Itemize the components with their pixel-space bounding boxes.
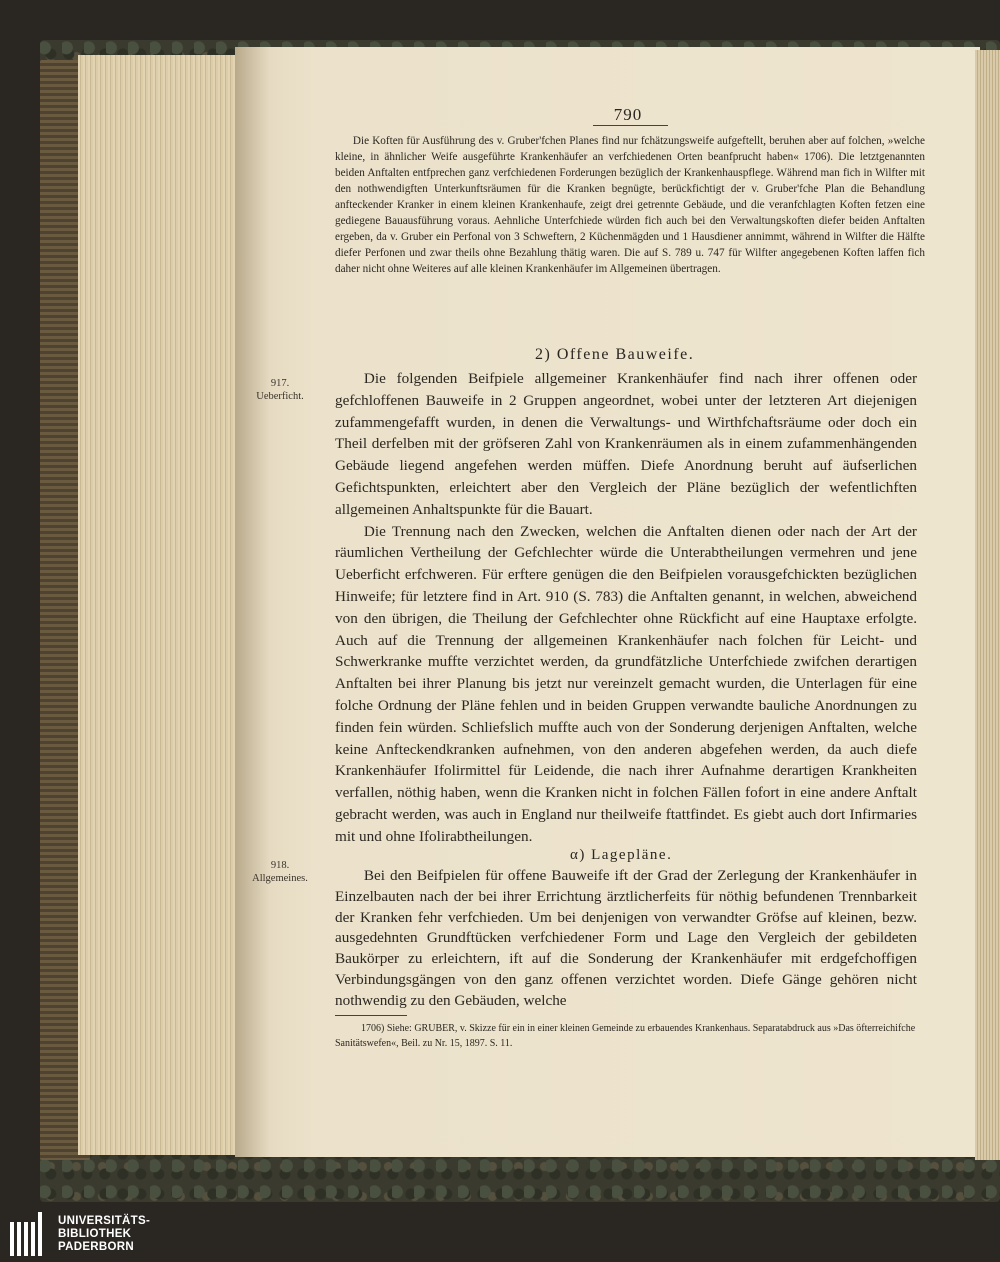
logo-line-3: PADERBORN [58, 1240, 134, 1253]
sub-heading: α) Lagepläne. [570, 847, 673, 863]
book-page [235, 47, 980, 1157]
margin-note-918 [240, 859, 320, 885]
page-number-rule [593, 125, 668, 126]
paragraph-1: Die folgenden Beifpiele allgemeiner Krankenhäufer find nach ihrer offenen oder gefchloffenen Bauweife in 2 Gruppen angeordnet, wobei unter der letzteren Art diejenigen zufammengefafft wurden, in denen die Verwaltungs- und Wirthfchaftsräume oder doch ein Theil derfelben mit der gröfseren Zahl von Krankenräumen als in einem zufammenhängenden Gebäude liegend angefehen werden müffen. Diefe Anordnung beruht auf äufserlichen Gefichtspunkten, erleichtert aber den Vergleich der Pläne bezüglich der wefentlichften allgemeinen Anhaltspunkte für die Bauart. [335, 370, 917, 518]
footnote-rule [335, 1015, 407, 1016]
margin-note-label: Allgemeines. [252, 873, 308, 884]
main-text-block-2 [335, 866, 917, 1012]
margin-note-number: 917. [270, 378, 290, 389]
library-logo [0, 1206, 200, 1262]
library-logo-icon [10, 1212, 48, 1256]
page-stack-edge [78, 55, 243, 1155]
margin-note-label: Ueberficht. [256, 391, 304, 402]
page-number: 790 [613, 105, 643, 124]
footnote: 1706) Siehe: GRUBER, v. Skizze für ein in einer kleinen Gemeinde zu erbauendes Krankenhaus. Separatabdruck aus »Das öfterreichifche Sanitätswefen«, Beil. zu Nr. 15, 1897. S. 11. [335, 1023, 916, 1049]
footnote-block [335, 1021, 935, 1051]
logo-line-1: UNIVERSITÄTS- [58, 1214, 151, 1227]
logo-line-2: BIBLIOTHEK [58, 1227, 132, 1240]
section-heading: 2) Offene Bauweife. [535, 346, 695, 363]
main-text-block [335, 368, 917, 848]
intro-paragraph-block [335, 133, 925, 277]
library-logo-text [58, 1215, 150, 1254]
intro-paragraph: Die Koften für Ausführung des v. Gruber'fchen Planes find nur fchätzungsweife aufgeftellt, beruhen aber auf folchen, »welche kleine, in ähnlicher Weife ausgeführte Krankenhäufer an verfchiedenen Orten beanfprucht haben« 1706). Die letztgenannten beiden Anftalten entfprechen ganz verfchiedenen Forderungen bezüglich der Krankenhauspflege. Während man fich in Wilfter mit den nothwendigften Unterkunftsräumen für die Kranken begnügte, berückfichtigt der v. Gruber'fche Plan die Behandlung anfteckender Kranker in einem kleinen Krankenhaufe, zeigt drei getrennte Gebäude, und die veranfchlagten Koften fetzen eine gediegene Bauausführung voraus. Aehnliche Unterfchiede würden fich auch bei den Verwaltungskoften diefer beiden Anftalten ergeben, da v. Gruber ein Perfonal von 3 Schweftern, 2 Küchenmägden und 1 Hausdiener annimmt, während in Wilfter die Hälfte diefer Perfonen und zwar theils ohne Bezahlung thätig waren. Die auf S. 789 u. 747 für Wilfter angegebenen Koften laffen fich daher nicht ohne Weiteres auf alle kleinen Krankenhäufer im Allgemeinen übertragen. [335, 135, 925, 275]
paragraph-3: Bei den Beifpielen für offene Bauweife ift der Grad der Zerlegung der Krankenhäufer in Einzelbauten nach der bei ihrer Errichtung ärztlicherfeits für nöthig befundenen Trennbarkeit der Kranken fehr verfchieden. Um bei denjenigen von verwandter Gröfse auf kleinen, bezw. ausgedehnten Grundftücken verfchiedener Form und Lage den Vergleich der gebildeten Baukörper zu erleichtern, ift auf die Sonderung der Krankenhäufer mit erdgefchoffigen Verbindungsgängen von den ganz offenen verzichtet worden. Diefe Gänge gehören nicht nothwendig zu den Gebäuden, welche [335, 867, 917, 1009]
margin-note-number: 918. [270, 860, 290, 871]
margin-note-917 [240, 377, 320, 403]
paragraph-2: Die Trennung nach den Zwecken, welchen die Anftalten dienen oder nach der Art der räumlichen Vertheilung der Gefchlechter würde die Unterabtheilungen vermehren und jene Ueberficht erfchweren. Für erftere genügen die den Beifpielen vorausgefchickten bezüglichen Hinweife; für letztere find in Art. 910 (S. 783) die Anftalten genannt, in welchen, abweichend von den übrigen, die Theilung der Gefchlechter ohne Rückficht auf eine Hauptaxe erfolgte. Auch auf die Trennung der allgemeinen Krankenhäufer nach folchen für Leicht- und Schwerkranke muffte verzichtet werden, da grundfätzliche Unterfchiede zwifchen derartigen Anftalten bei ihrer Planung bis jetzt nur vereinzelt gemacht wurden, die Unterlagen für eine folche Ordnung der Pläne fehlen und in beiden Gruppen verwandte bauliche Anordnungen zu finden fein würden. Schliefslich muffte auch von der Sonderung derjenigen Anftalten, welche keine Anfteckendkranken aufnehmen, von den anderen abgefehen werden, da auch diefe Krankenhäufer Ifolirmittel für Leidende, die nach ihrer Aufnahme derartigen Krankheiten verfallen, nöthig haben, wenn die Kranken nicht in folchen Fällen fofort in eine andere Anftalt gebracht werden, was auch in England nur theilweife ftattfindet. Es giebt auch dort Infirmaries mit und ohne Ifolirabtheilungen. [335, 522, 917, 845]
right-page-edge [975, 50, 1000, 1160]
